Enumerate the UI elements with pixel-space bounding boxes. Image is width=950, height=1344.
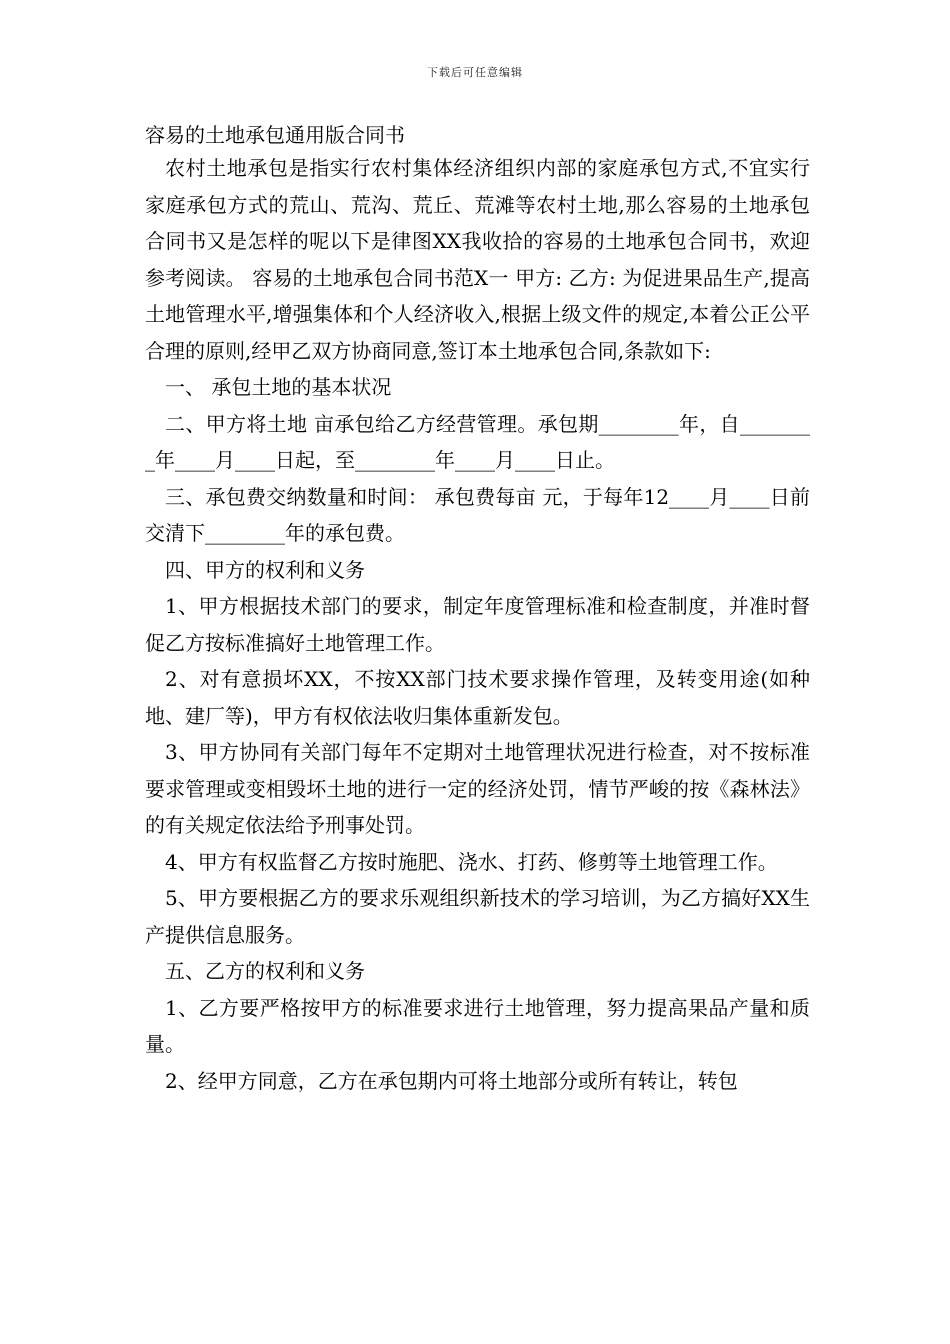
section-5-heading: 五、乙方的权利和义务 [165, 959, 365, 983]
section-3-paragraph: 三、承包费交纳数量和时间： 承包费每亩 元，于每年12____月____日前交清下________年的承包费。 [145, 484, 810, 545]
section-4-heading: 四、甲方的权利和义务 [165, 557, 365, 582]
section-5-item-2: 2、经甲方同意，乙方在承包期内可将土地部分或所有转让，转包 [165, 1068, 738, 1093]
document-body [145, 120, 810, 1099]
section-1-heading: 一、 承包土地的基本状况 [165, 375, 392, 399]
section-4-item-4: 4、甲方有权监督乙方按时施肥、浇水、打药、修剪等土地管理工作。 [165, 849, 778, 874]
section-2-paragraph: 二、甲方将土地 亩承包给乙方经营管理。承包期________年，自________年____月____日起，至________年____月____日止。 [145, 411, 810, 472]
section-4-item-3: 3、甲方协同有关部门每年不定期对土地管理状况进行检查，对不按标准要求管理或变相毁坏土地的进行一定的经济处罚，情节严峻的按《森林法》的有关规定依法给予刑事处罚。 [145, 740, 810, 837]
section-5-item-1: 1、乙方要严格按甲方的标准要求进行土地管理，努力提高果品产量和质量。 [145, 995, 810, 1056]
section-4-item-5: 5、甲方要根据乙方的要求乐观组织新技术的学习培训，为乙方搞好XX生产提供信息服务。 [145, 886, 810, 947]
document-title: 容易的土地承包通用版合同书 [145, 123, 405, 147]
intro-paragraph: 农村土地承包是指实行农村集体经济组织内部的家庭承包方式,不宜实行家庭承包方式的荒山、荒沟、荒丘、荒滩等农村土地,那么容易的土地承包合同书又是怎样的呢以下是律图XX我收拾的容易的土地承包合同书，欢迎参考阅读。 容易的土地承包合同书范X一 甲方: 乙方: 为促进果品生产,提高土地管理水平,增强集体和个人经济收入,根据上级文件的规定,本着公正公平合理的原则,经甲乙双方协商同意,签订本土地承包合同,条款如下: [145, 156, 810, 363]
section-4-item-1: 1、甲方根据技术部门的要求，制定年度管理标准和检查制度，并准时督促乙方按标准搞好土地管理工作。 [145, 594, 810, 655]
page-header-watermark: 下载后可任意编辑 [427, 66, 523, 79]
section-4-item-2: 2、对有意损坏XX，不按XX部门技术要求操作管理，及转变用途(如种地、建厂等)，甲方有权依法收归集体重新发包。 [145, 667, 810, 728]
